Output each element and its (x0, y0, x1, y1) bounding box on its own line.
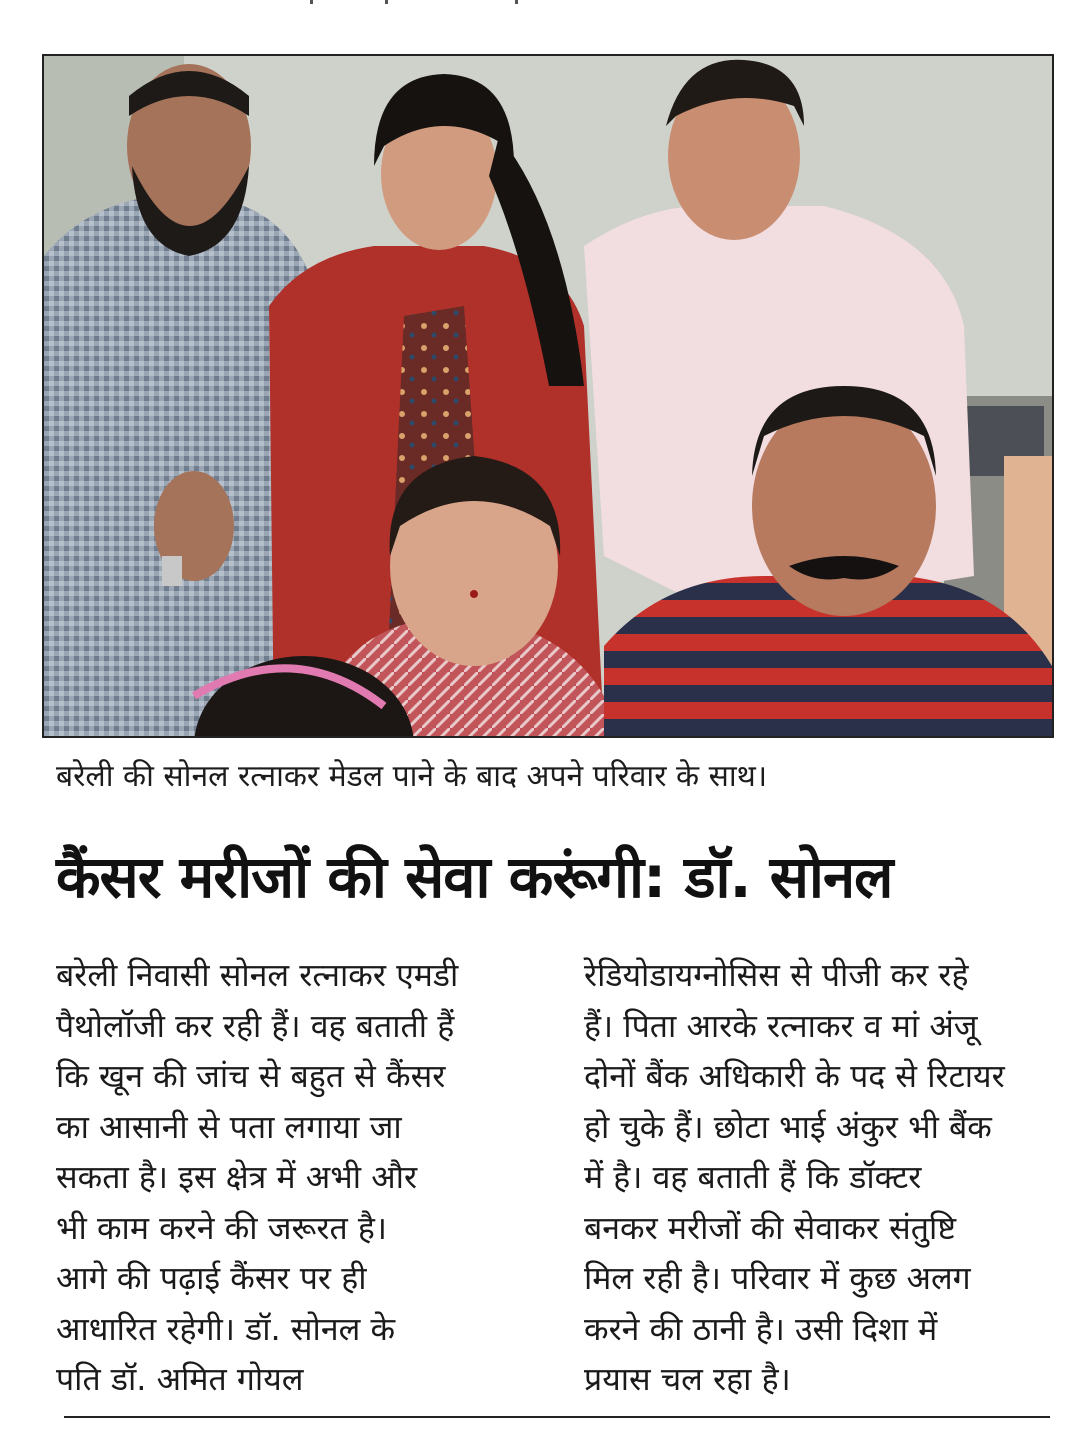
article-column-right (584, 950, 1064, 1405)
article-line: आधारित रहेगी। डॉ. सोनल के (56, 1309, 396, 1348)
article-column-left (56, 950, 536, 1405)
photo-caption: बरेली की सोनल रत्नाकर मेडल पाने के बाद अपने परिवार के साथ। (56, 759, 768, 794)
article-line: मिल रही है। परिवार में कुछ अलग (584, 1259, 971, 1297)
article-line: भी काम करने की जरूरत है। (56, 1208, 387, 1247)
article-line: पति डॉ. अमित गोयल (56, 1360, 304, 1398)
previous-article-cutoff (290, 0, 550, 6)
article-line: हो चुके हैं। छोटा भाई अंकुर भी बैंक (584, 1107, 992, 1146)
article-line: दोनों बैंक अधिकारी के पद से रिटायर (584, 1057, 1005, 1095)
article-line: सकता है। इस क्षेत्र में अभी और (56, 1158, 418, 1196)
article-line: करने की ठानी है। उसी दिशा में (584, 1309, 938, 1348)
article-line: पैथोलॉजी कर रही हैं। वह बताती हैं (56, 1006, 455, 1045)
article-line: रेडियोडायग्नोसिस से पीजी कर रहे (584, 956, 969, 994)
article-line: आगे की पढ़ाई कैंसर पर ही (56, 1259, 367, 1297)
article-line: प्रयास चल रहा है। (584, 1360, 791, 1398)
article-line: का आसानी से पता लगाया जा (56, 1107, 402, 1146)
article-line: बनकर मरीजों की सेवाकर संतुष्टि (584, 1208, 957, 1247)
article-line: बरेली निवासी सोनल रत्नाकर एमडी (56, 956, 459, 994)
article-line: हैं। पिता आरके रत्नाकर व मां अंजू (584, 1006, 978, 1045)
article-line: में है। वह बताती हैं कि डॉक्टर (584, 1158, 922, 1196)
article-line: कि खून की जांच से बहुत से कैंसर (56, 1057, 446, 1095)
family-photo-illustration (44, 56, 1052, 736)
family-photo (42, 54, 1054, 738)
bottom-divider (64, 1416, 1050, 1418)
headline: कैंसर मरीजों की सेवा करूंगी: डॉ. सोनल (56, 843, 893, 911)
